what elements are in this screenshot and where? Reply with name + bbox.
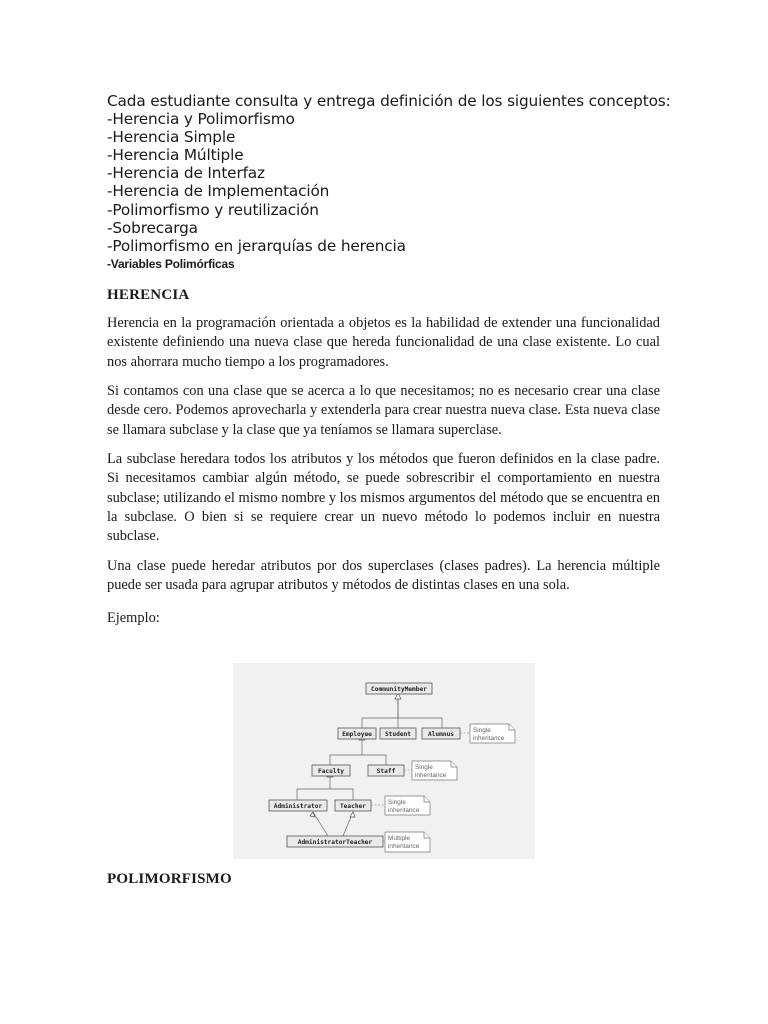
paragraph-4: Una clase puede heredar atributos por dos superclases (clases padres). La herencia múltiple puede ser usada para agrupar atributos y métodos de distintas clases en una sola. (107, 558, 660, 594)
class-label: CommunityMember (371, 686, 427, 693)
inheritance-diagram (233, 663, 535, 859)
class-label: Student (384, 731, 412, 738)
concept-item: -Polimorfismo y reutilización (107, 200, 319, 219)
note-text: Single (473, 727, 491, 734)
example-label: Ejemplo: (107, 610, 160, 626)
concept-item: -Herencia Simple (107, 128, 236, 147)
class-employee (338, 728, 376, 739)
class-administrator (269, 800, 327, 811)
note-text: inheritance (388, 807, 420, 814)
section-heading-herencia: HERENCIA (107, 287, 190, 303)
paragraph-3: La subclase heredara todos los atributos y los métodos que fueron definidos en la clase padre. Si necesitamos cambiar algún método, se puede sobrescribir el comportamiento en nuestra subclase; utilizando el mismo nombre y los mismos argumentos del método que se encuentra en la subclase. O bien si se requiere crear un nuevo método lo podemos incluir en nuestra subclase. (107, 451, 660, 545)
section-heading-polimorfismo: POLIMORFISMO (107, 871, 232, 887)
concept-item: -Polimorfismo en jerarquías de herencia (107, 236, 406, 255)
note-single-inheritance-1 (460, 724, 515, 743)
note-text: Single (415, 764, 433, 771)
class-label: Faculty (317, 768, 345, 775)
class-label: AdministratorTeacher (297, 839, 373, 846)
paragraph-2: Si contamos con una clase que se acerca a lo que necesitamos; no es necesario crear una clase desde cero. Podemos aprovecharla y extenderla para crear nuestra nueva clase. Esta nueva clase se llamara subclase y la clase que ya teníamos se llamara superclase. (107, 383, 660, 438)
intro-lead: Cada estudiante consulta y entrega definición de los siguientes conceptos: (107, 92, 671, 110)
note-text: inheritance (415, 772, 447, 779)
concept-item: -Sobrecarga (107, 218, 198, 237)
note-text: Multiple (388, 835, 411, 842)
note-multiple-inheritance (383, 832, 430, 852)
class-label: Alumnus (427, 731, 455, 738)
concept-item: -Herencia de Implementación (107, 182, 330, 201)
note-text: inheritance (473, 735, 505, 742)
note-single-inheritance-3 (371, 796, 430, 815)
class-label: Employee (342, 731, 372, 738)
class-label: Staff (376, 768, 396, 775)
class-student (380, 728, 416, 739)
concept-item: -Herencia Múltiple (107, 146, 244, 165)
concept-list (107, 92, 707, 273)
class-administrator-teacher (287, 836, 383, 847)
class-faculty (312, 765, 350, 776)
class-community-member (366, 683, 432, 694)
concept-item: -Herencia y Polimorfismo (107, 110, 295, 129)
concept-item: -Herencia de Interfaz (107, 164, 265, 183)
note-single-inheritance-2 (404, 761, 457, 780)
note-text: Single (388, 799, 406, 806)
class-label: Administrator (273, 803, 323, 810)
note-text: inheritance (388, 843, 420, 850)
class-staff (368, 765, 404, 776)
class-alumnus (422, 728, 460, 739)
class-teacher (335, 800, 371, 811)
concept-item-last: -Variables Polimórficas (107, 256, 235, 271)
paragraph-1: Herencia en la programación orientada a objetos es la habilidad de extender una funcionalidad existente definiendo una nueva clase que hereda funcionalidad de una clase existente. Lo cual nos ahorrara mucho tiempo a los programadores. (107, 315, 660, 370)
class-label: Teacher (339, 803, 367, 810)
